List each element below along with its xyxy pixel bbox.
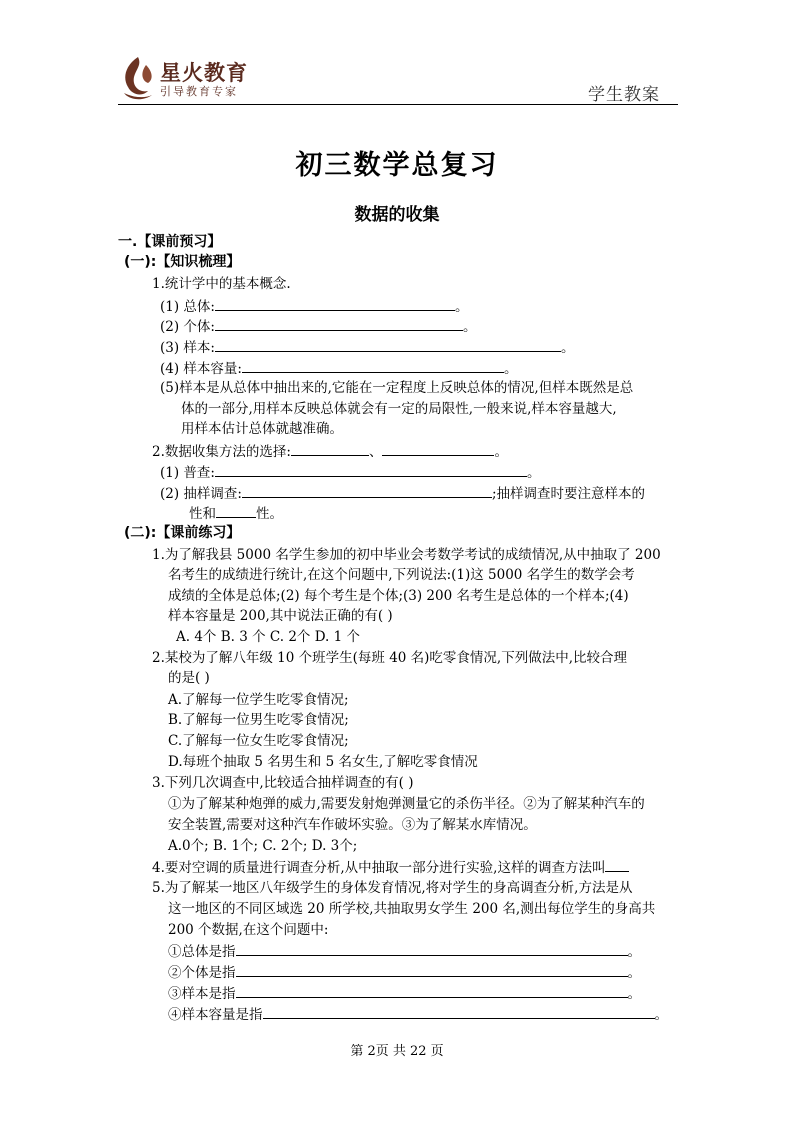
exercise-text: 4.要对空调的质量进行调查分析,从中抽取一部分进行实验,这样的调查方法叫 <box>152 860 606 876</box>
item-end: 。 <box>503 361 518 377</box>
answer-blank <box>291 441 369 456</box>
subsection-heading-practice: (二):【课前练习】 <box>124 525 241 541</box>
exercise-5-item-sample-size <box>168 1004 668 1025</box>
answer-blank <box>215 462 527 477</box>
note-line: 体的一部分,用样本反映总体就会有一定的局限性,一般来说,样本容量越大, <box>181 401 617 417</box>
item-label: ①总体是指 <box>168 944 236 960</box>
item-text: 性和 <box>189 506 216 522</box>
concept-item-individual <box>160 316 476 337</box>
item-end: 。 <box>560 340 575 356</box>
item-end: 。 <box>627 986 641 1002</box>
exercise-5-line: 5.为了解某一地区八年级学生的身体发育情况,将对学生的身高调查分析,方法是从 <box>152 880 633 896</box>
method-census <box>160 462 540 483</box>
answer-blank <box>215 296 455 311</box>
exercise-5-line: 这一地区的不同区域选 20 所学校,共抽取男女学生 200 名,测出每位学生的身高共 <box>168 901 656 917</box>
item-end: 。 <box>627 965 641 981</box>
exercise-1-line: 名考生的成绩进行统计,在这个问题中,下列说法:(1)这 5000 名学生的数学会考 <box>168 567 635 583</box>
exercise-5-item-population <box>168 941 641 962</box>
exercise-4-line <box>152 857 629 878</box>
page-title: 初三数学总复习 <box>295 150 499 181</box>
exercise-3-line: 3.下列几次调查中,比较适合抽样调查的有( ) <box>152 775 414 791</box>
brand-logo <box>118 55 258 101</box>
exercise-1-options: A. 4个 B. 3 个 C. 2个 D. 1 个 <box>176 629 361 645</box>
exercise-2-option: B.了解每一位男生吃零食情况; <box>168 712 349 728</box>
item-label: ②个体是指 <box>168 965 236 981</box>
concept-item-sample-size <box>160 358 517 379</box>
item-label: (2) 抽样调查: <box>160 486 242 502</box>
stem-text: 2.数据收集方法的选择: <box>152 444 291 460</box>
item-tail: ;抽样调查时要注意样本的 <box>491 486 646 502</box>
concept-item-population <box>160 296 468 317</box>
exercise-1-line: 成绩的全体是总体;(2) 每个考生是个体;(3) 200 名考生是总体的一个样本;(4) <box>168 588 629 604</box>
exercise-1-line: 样本容量是 200,其中说法正确的有( ) <box>168 608 393 624</box>
item-label: (4) 样本容量: <box>160 361 242 377</box>
subsection-heading-knowledge: (一):【知识梳理】 <box>124 254 241 270</box>
brand-slogan: 引导教育专家 <box>160 85 238 98</box>
page-subtitle: 数据的收集 <box>354 205 440 225</box>
answer-blank <box>236 941 628 956</box>
exercise-3-line: A.0个; B. 1个; C. 2个; D. 3个; <box>168 838 358 854</box>
brand-name: 星火教育 <box>160 61 248 85</box>
concept-item-sample <box>160 337 574 358</box>
exercise-2-option: D.每班个抽取 5 名男生和 5 名女生,了解吃零食情况 <box>168 754 478 770</box>
exercise-5-line: 200 个数据,在这个问题中: <box>168 922 329 938</box>
method-sampling-line2 <box>189 503 283 524</box>
exercise-2-line: 的是( ) <box>168 670 210 686</box>
section-heading: 一.【课前预习】 <box>118 234 222 250</box>
item-label: (2) 个体: <box>160 319 215 335</box>
item-label: ④样本容量是指 <box>168 1007 263 1023</box>
item-end: 性。 <box>256 506 283 522</box>
answer-blank <box>215 316 463 331</box>
item-end: 。 <box>627 944 641 960</box>
exercise-2-line: 2.某校为了解八年级 10 个班学生(每班 40 名)吃零食情况,下列做法中,比较合理 <box>152 650 628 666</box>
answer-blank <box>242 358 504 373</box>
note-line: 用样本估计总体就越准确。 <box>181 421 343 437</box>
document-type-label: 学生教案 <box>588 85 660 105</box>
answer-blank <box>215 337 561 352</box>
item-end: 。 <box>454 299 469 315</box>
method-sampling <box>160 483 645 504</box>
exercise-2-option: A.了解每一位学生吃零食情况; <box>168 692 349 708</box>
answer-blank <box>216 503 256 518</box>
item-label: ③样本是指 <box>168 986 236 1002</box>
answer-blank <box>263 1004 655 1019</box>
answer-blank <box>236 983 628 998</box>
question-1-stem: 1.统计学中的基本概念. <box>152 276 291 292</box>
separator: 、 <box>368 444 383 460</box>
exercise-3-line: ①为了解某种炮弹的威力,需要发射炮弹测量它的杀伤半径。②为了解某种汽车的 <box>168 796 645 812</box>
exercise-1-line: 1.为了解我县 5000 名学生参加的初中毕业会考数学考试的成绩情况,从中抽取了 200 <box>152 547 661 563</box>
exercise-5-item-sample <box>168 983 641 1004</box>
item-end: 。 <box>654 1007 668 1023</box>
page-number: 第 2页 共 22 页 <box>350 1044 444 1059</box>
item-end: 。 <box>526 465 541 481</box>
stem-end: 。 <box>494 444 508 460</box>
item-label: (1) 总体: <box>160 299 215 315</box>
header-divider <box>118 104 678 105</box>
answer-blank <box>236 962 628 977</box>
answer-blank <box>605 857 629 872</box>
question-2-stem <box>152 441 508 462</box>
flame-logo-icon <box>118 55 156 101</box>
answer-blank <box>242 483 492 498</box>
exercise-5-item-individual <box>168 962 641 983</box>
note-line: (5)样本是从总体中抽出来的,它能在一定程度上反映总体的情况,但样本既然是总 <box>160 380 634 396</box>
item-label: (3) 样本: <box>160 340 215 356</box>
exercise-3-line: 安全装置,需要对这种汽车作破坏实验。③为了解某水库情况。 <box>168 817 537 833</box>
answer-blank <box>382 441 494 456</box>
item-end: 。 <box>462 319 477 335</box>
item-label: (1) 普查: <box>160 465 215 481</box>
exercise-2-option: C.了解每一位女生吃零食情况; <box>168 733 349 749</box>
